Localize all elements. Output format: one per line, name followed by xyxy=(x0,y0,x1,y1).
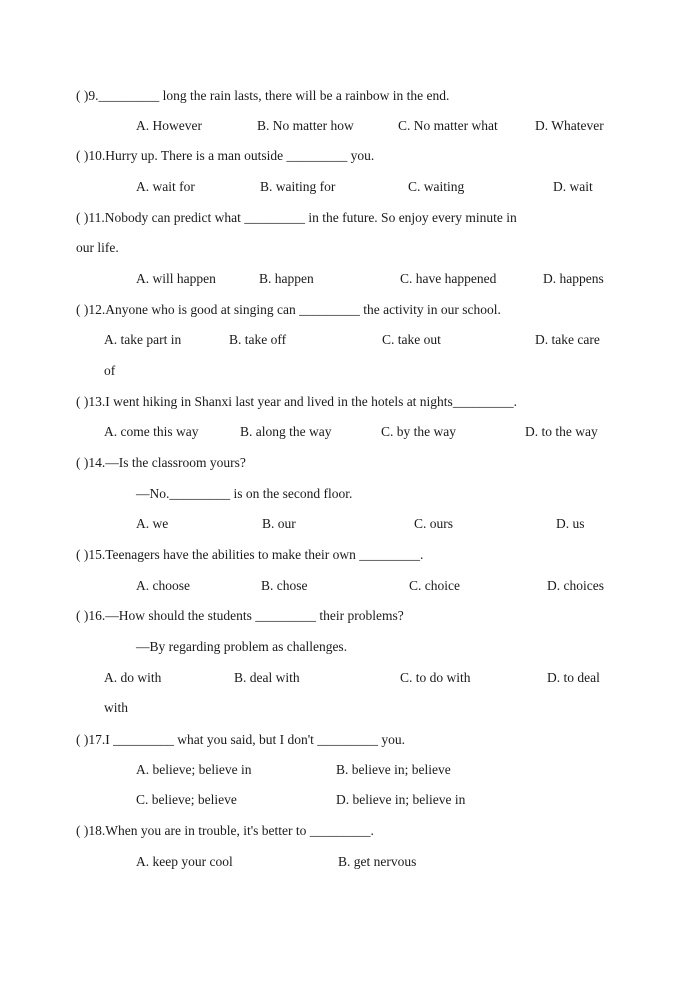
option-c: C. choice xyxy=(409,578,460,593)
option-b: B. happen xyxy=(259,271,314,286)
question-stem: 16.—How should the students _________ their problems? xyxy=(88,608,404,623)
option-c: C. believe; believe xyxy=(136,792,237,807)
question-stem: 17.I _________ what you said, but I don't _________ you. xyxy=(88,732,406,747)
option-a: A. believe; believe in xyxy=(136,762,252,777)
option-b: B. take off xyxy=(229,332,287,347)
option-c: C. waiting xyxy=(408,179,465,194)
question-continuation: our life. xyxy=(76,240,119,255)
answer-paren: ( ) xyxy=(76,394,89,409)
option-c: C. have happened xyxy=(400,271,497,286)
question-stem: 15.Teenagers have the abilities to make their own _________. xyxy=(88,547,424,562)
answer-paren: ( ) xyxy=(76,823,89,838)
option-d: D. wait xyxy=(553,179,593,194)
option-b: B. waiting for xyxy=(260,179,336,194)
option-d: D. to the way xyxy=(525,424,598,439)
question-stem: 10.Hurry up. There is a man outside _________ you. xyxy=(88,148,375,163)
answer-paren: ( ) xyxy=(76,608,89,623)
question-14 xyxy=(76,455,246,471)
question-stem: 11.Nobody can predict what _________ in the future. So enjoy every minute in xyxy=(88,210,517,225)
option-b: B. along the way xyxy=(240,424,332,439)
question-17 xyxy=(76,732,405,748)
answer-paren: ( ) xyxy=(76,148,89,163)
option-b: B. chose xyxy=(261,578,308,593)
option-a: A. we xyxy=(136,516,169,531)
option-c: C. ours xyxy=(414,516,454,531)
option-c: C. No matter what xyxy=(398,118,498,133)
question-stem: 9._________ long the rain lasts, there will be a rainbow in the end. xyxy=(88,88,450,103)
answer-paren: ( ) xyxy=(76,210,89,225)
option-c: C. to do with xyxy=(400,670,471,685)
question-12 xyxy=(76,302,501,318)
option-d: D. us xyxy=(556,516,585,531)
question-stem: 14.—Is the classroom yours? xyxy=(88,455,246,470)
option-a: A. wait for xyxy=(136,179,195,194)
question-11 xyxy=(76,210,517,226)
answer-paren: ( ) xyxy=(76,547,89,562)
option-d: D. take care xyxy=(535,332,600,347)
option-d: D. happens xyxy=(543,271,604,286)
answer-paren: ( ) xyxy=(76,455,89,470)
question-stem: 13.I went hiking in Shanxi last year and lived in the hotels at nights_________. xyxy=(88,394,517,409)
answer-paren: ( ) xyxy=(76,88,89,103)
question-10 xyxy=(76,148,374,164)
option-b: B. our xyxy=(262,516,296,531)
option-d: D. Whatever xyxy=(535,118,604,133)
option-b: B. deal with xyxy=(234,670,300,685)
option-d: D. to deal xyxy=(547,670,600,685)
option-a: A. come this way xyxy=(104,424,199,439)
option-b: B. believe in; believe xyxy=(336,762,451,777)
option-a: A. take part in xyxy=(104,332,182,347)
dialogue-reply: —By regarding problem as challenges. xyxy=(136,639,348,654)
option-c: C. take out xyxy=(382,332,441,347)
question-16 xyxy=(76,608,404,624)
answer-paren: ( ) xyxy=(76,302,89,317)
answer-paren: ( ) xyxy=(76,732,89,747)
option-a: A. keep your cool xyxy=(136,854,233,869)
option-a: A. However xyxy=(136,118,202,133)
option-d: D. believe in; believe in xyxy=(336,792,466,807)
question-18 xyxy=(76,823,374,839)
option-d: D. choices xyxy=(547,578,604,593)
question-stem: 12.Anyone who is good at singing can _________ the activity in our school. xyxy=(88,302,501,317)
option-a: A. will happen xyxy=(136,271,216,286)
question-9 xyxy=(76,88,449,104)
option-b: B. get nervous xyxy=(338,854,417,869)
option-a: A. do with xyxy=(104,670,162,685)
option-wrap: of xyxy=(104,363,116,378)
option-a: A. choose xyxy=(136,578,190,593)
question-15 xyxy=(76,547,423,563)
dialogue-reply: —No._________ is on the second floor. xyxy=(136,486,353,501)
option-wrap: with xyxy=(104,700,129,715)
option-c: C. by the way xyxy=(381,424,456,439)
question-stem: 18.When you are in trouble, it's better to _________. xyxy=(88,823,374,838)
question-13 xyxy=(76,394,517,410)
option-b: B. No matter how xyxy=(257,118,354,133)
